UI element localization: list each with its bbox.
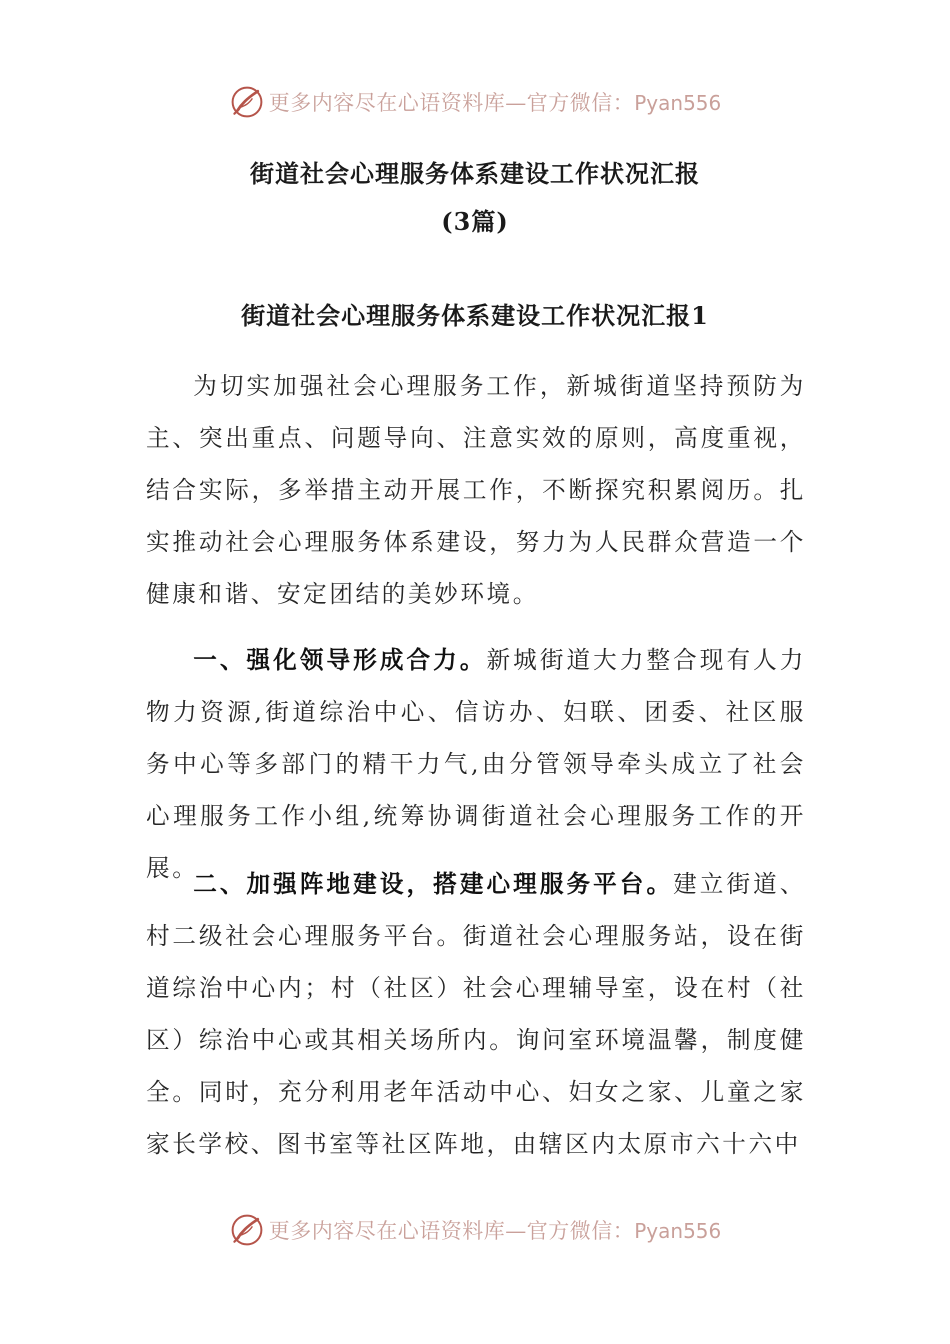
paragraph-platform xyxy=(146,858,806,1170)
paragraph-lead: 一、强化领导形成合力。 xyxy=(193,646,487,674)
pen-logo-icon xyxy=(229,1212,265,1248)
document-count: (3篇) xyxy=(441,207,509,236)
paragraph-leadership xyxy=(146,634,806,894)
paragraph-lead: 二、加强阵地建设，搭建心理服务平台。 xyxy=(193,870,674,898)
section-title: 街道社会心理服务体系建设工作状况汇报1 xyxy=(241,301,709,330)
footer-watermark-banner xyxy=(0,1210,950,1250)
watermark-text: 更多内容尽在心语资料库—官方微信：Pyan556 xyxy=(268,91,722,115)
document-title: 街道社会心理服务体系建设工作状况汇报 xyxy=(250,159,700,188)
paragraph-body: 建立街道、村二级社会心理服务平台。街道社会心理服务站，设在街道综治中心内；村（社区）社会心理辅导室，设在村（社区）综治中心或其相关场所内。询问室环境温馨，制度健全。同时，充分利用老年活动中心、妇女之家、儿童之家家长学校、图书室等社区阵地，由辖区内太原市六十六中 xyxy=(146,870,806,1158)
pen-logo-icon xyxy=(229,84,265,120)
paragraph-body: 为切实加强社会心理服务工作，新城街道坚持预防为主、突出重点、问题导向、注意实效的原则，高度重视，结合实际，多举措主动开展工作，不断探究积累阅历。扎实推动社会心理服务体系建设，努力为人民群众营造一个健康和谐、安定团结的美妙环境。 xyxy=(146,372,806,608)
watermark-text: 更多内容尽在心语资料库—官方微信：Pyan556 xyxy=(268,1219,722,1243)
header-watermark-banner xyxy=(0,82,950,122)
paragraph-body: 新城街道大力整合现有人力物力资源,街道综治中心、信访办、妇联、团委、社区服务中心等多部门的精干力气,由分管领导牵头成立了社会心理服务工作小组,统筹协调街道社会心理服务工作的开展。 xyxy=(146,646,806,882)
paragraph-intro xyxy=(146,360,806,620)
